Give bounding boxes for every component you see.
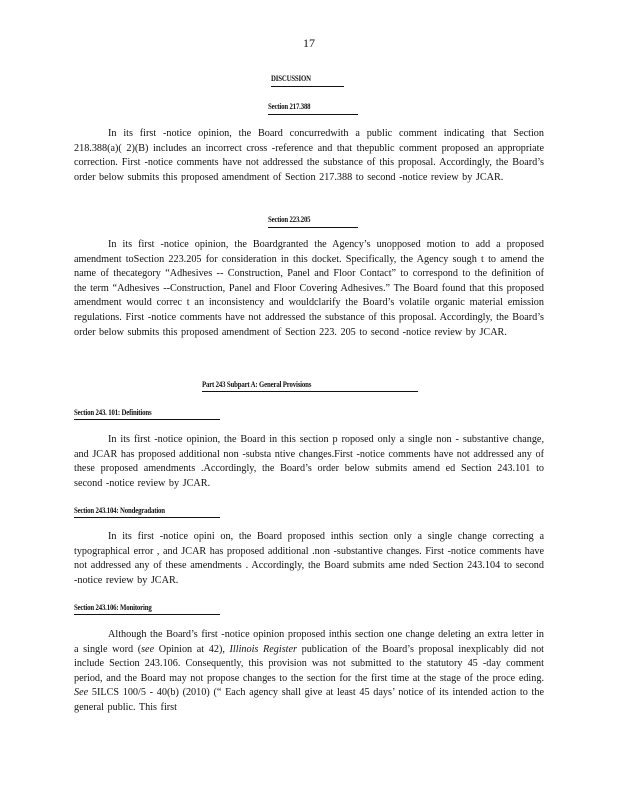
paragraph-section-217388: In its first -notice opinion, the Board concurredwith a public comment indicating that Section 218.388(a)( 2)(B) includes an incorrect cross -reference and that thepublic comment proposed an appropriate correction. First -notice comments have not addressed the substance of this proposal. Accordingly, the Board’s order below submits this proposed amendment of Section 217.388 to second -notice review by JCAR. <box>74 128 544 183</box>
paragraph-text: publication of the Board’s proposal inexplicably did not include Section 243.106. Consequently, this provision was not submitted to the statutory 45 -day comment period, and the Board may not propose changes to the section for the first time at the stage of the proce eding. <box>74 643 544 684</box>
paragraph-section-243106 <box>74 628 544 716</box>
section-243101-underline <box>74 419 220 420</box>
section-243106-heading: Section 243.106: Monitoring <box>74 603 152 612</box>
discussion-heading: DISCUSSION <box>271 74 311 83</box>
section-223205-heading: Section 223.205 <box>268 215 311 224</box>
paragraph-text: Although the Board’s first -notice opinion proposed inthis section one change deleting an extra letter in a single word ( <box>74 629 544 655</box>
paragraph-section-243101: In its first -notice opinion, the Board in this section p roposed only a single non - substantive change, and JCAR has proposed additional non -substa ntive changes.First -notice comments have not addressed any of these proposed amendments .Accordingly, the Board’s order below submits amend ed Section 243.101 to second -notice review by JCAR. <box>74 434 544 489</box>
discussion-underline <box>271 86 344 87</box>
section-243106-underline <box>74 614 220 615</box>
section-243104-underline <box>74 517 220 518</box>
section-223205-underline <box>268 227 358 228</box>
paragraph-section-243104: In its first -notice opini on, the Board proposed inthis section only a single change correcting a typographical error , and JCAR has proposed additional .non -substantive changes. First -notice comments have not addressed any of these amendments . Accordingly, the Board submits ame nded Section 243.104 to second -notice review by JCAR. <box>74 531 544 586</box>
page-number: 17 <box>303 36 315 50</box>
paragraph-section-223205: In its first -notice opinion, the Boardgranted the Agency’s unopposed motion to add a proposed amendment toSection 223.205 for consideration in this docket. Specifically, the Agency sough t to amend the name of thecategory “Adhesives -- Construction, Panel and Floor Contact” to correspond to the definition of the term “Adhesives --Construction, Panel and Floor Covering Adhesives.” The Board found that this proposed amendment would correc t an inconsistency and wouldclarify the Board’s volatile organic material emission regulations. First -notice comments have not addressed the substance of this proposal. Accordingly, the Board’s order below submits this proposed amendment of Section 223. 205 to second -notice review by JCAR. <box>74 239 544 338</box>
illinois-register-title: Illinois Register <box>229 643 297 655</box>
section-217388-underline <box>268 114 358 115</box>
paragraph-text: Opinion at 42), <box>154 643 230 655</box>
part-243-underline <box>202 391 418 392</box>
citation-signal-see: see <box>141 643 155 655</box>
part-243-heading: Part 243 Subpart A: General Provisions <box>202 380 312 389</box>
citation-signal-see: See <box>74 687 89 699</box>
section-243104-heading: Section 243.104: Nondegradation <box>74 506 165 515</box>
section-243101-heading: Section 243. 101: Definitions <box>74 408 152 417</box>
paragraph-text: 5ILCS 100/5 - 40(b) (2010) (“ Each agency shall give at least 45 days’ notice of its intended action to the general public. This first <box>74 687 544 713</box>
section-217388-heading: Section 217.388 <box>268 102 311 111</box>
